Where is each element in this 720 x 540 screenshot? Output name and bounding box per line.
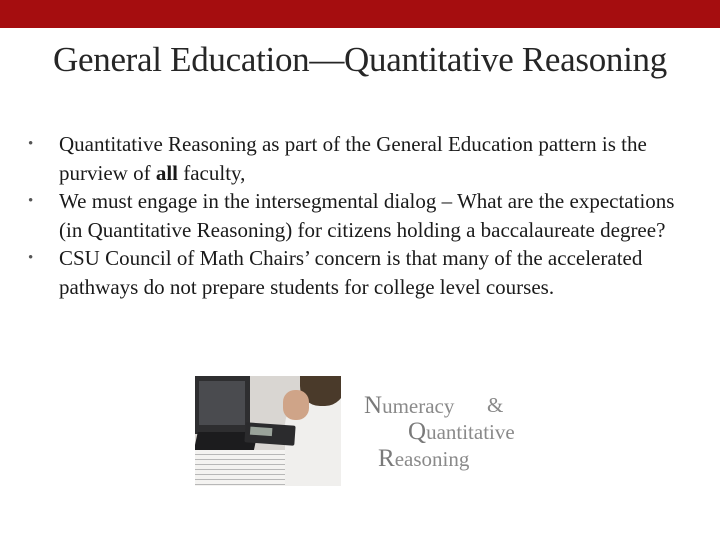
logo-line-numeracy: Numeracy [364,392,455,419]
bullet-item [28,187,692,244]
student-calculator-photo [195,376,341,486]
numeracy-logo [364,390,564,480]
bullet-text: Quantitative Reasoning as part of the General Education pattern is the purview of [59,132,647,185]
bullet-item [28,130,692,187]
calculator [244,422,295,445]
bullet-list [28,130,692,301]
bullet-marker: • [28,193,34,209]
bullet-marker: • [28,250,34,266]
student-arm [283,390,309,420]
bullet-item [28,244,692,301]
logo-line-quantitative: Quantitative [408,418,515,445]
computer-monitor [195,376,250,434]
bullet-text: We must engage in the intersegmental dialog – What are the expectations (in Quantitative Reasoning) for citizens holding a baccalaureate degree? [59,189,675,242]
bullet-marker: • [28,136,34,152]
bullet-text-end: faculty, [177,160,246,185]
bullet-bold-text: all [155,160,178,185]
slide-title: General Education—Quantitative Reasoning [53,40,667,79]
logo-line-reasoning: Reasoning [378,445,470,472]
bullet-text: CSU Council of Math Chairs’ concern is that many of the accelerated pathways do not prepare students for college level courses. [59,246,643,299]
worksheet-paper [195,450,295,486]
logo-ampersand: & [487,393,504,417]
top-accent-bar [0,0,720,28]
